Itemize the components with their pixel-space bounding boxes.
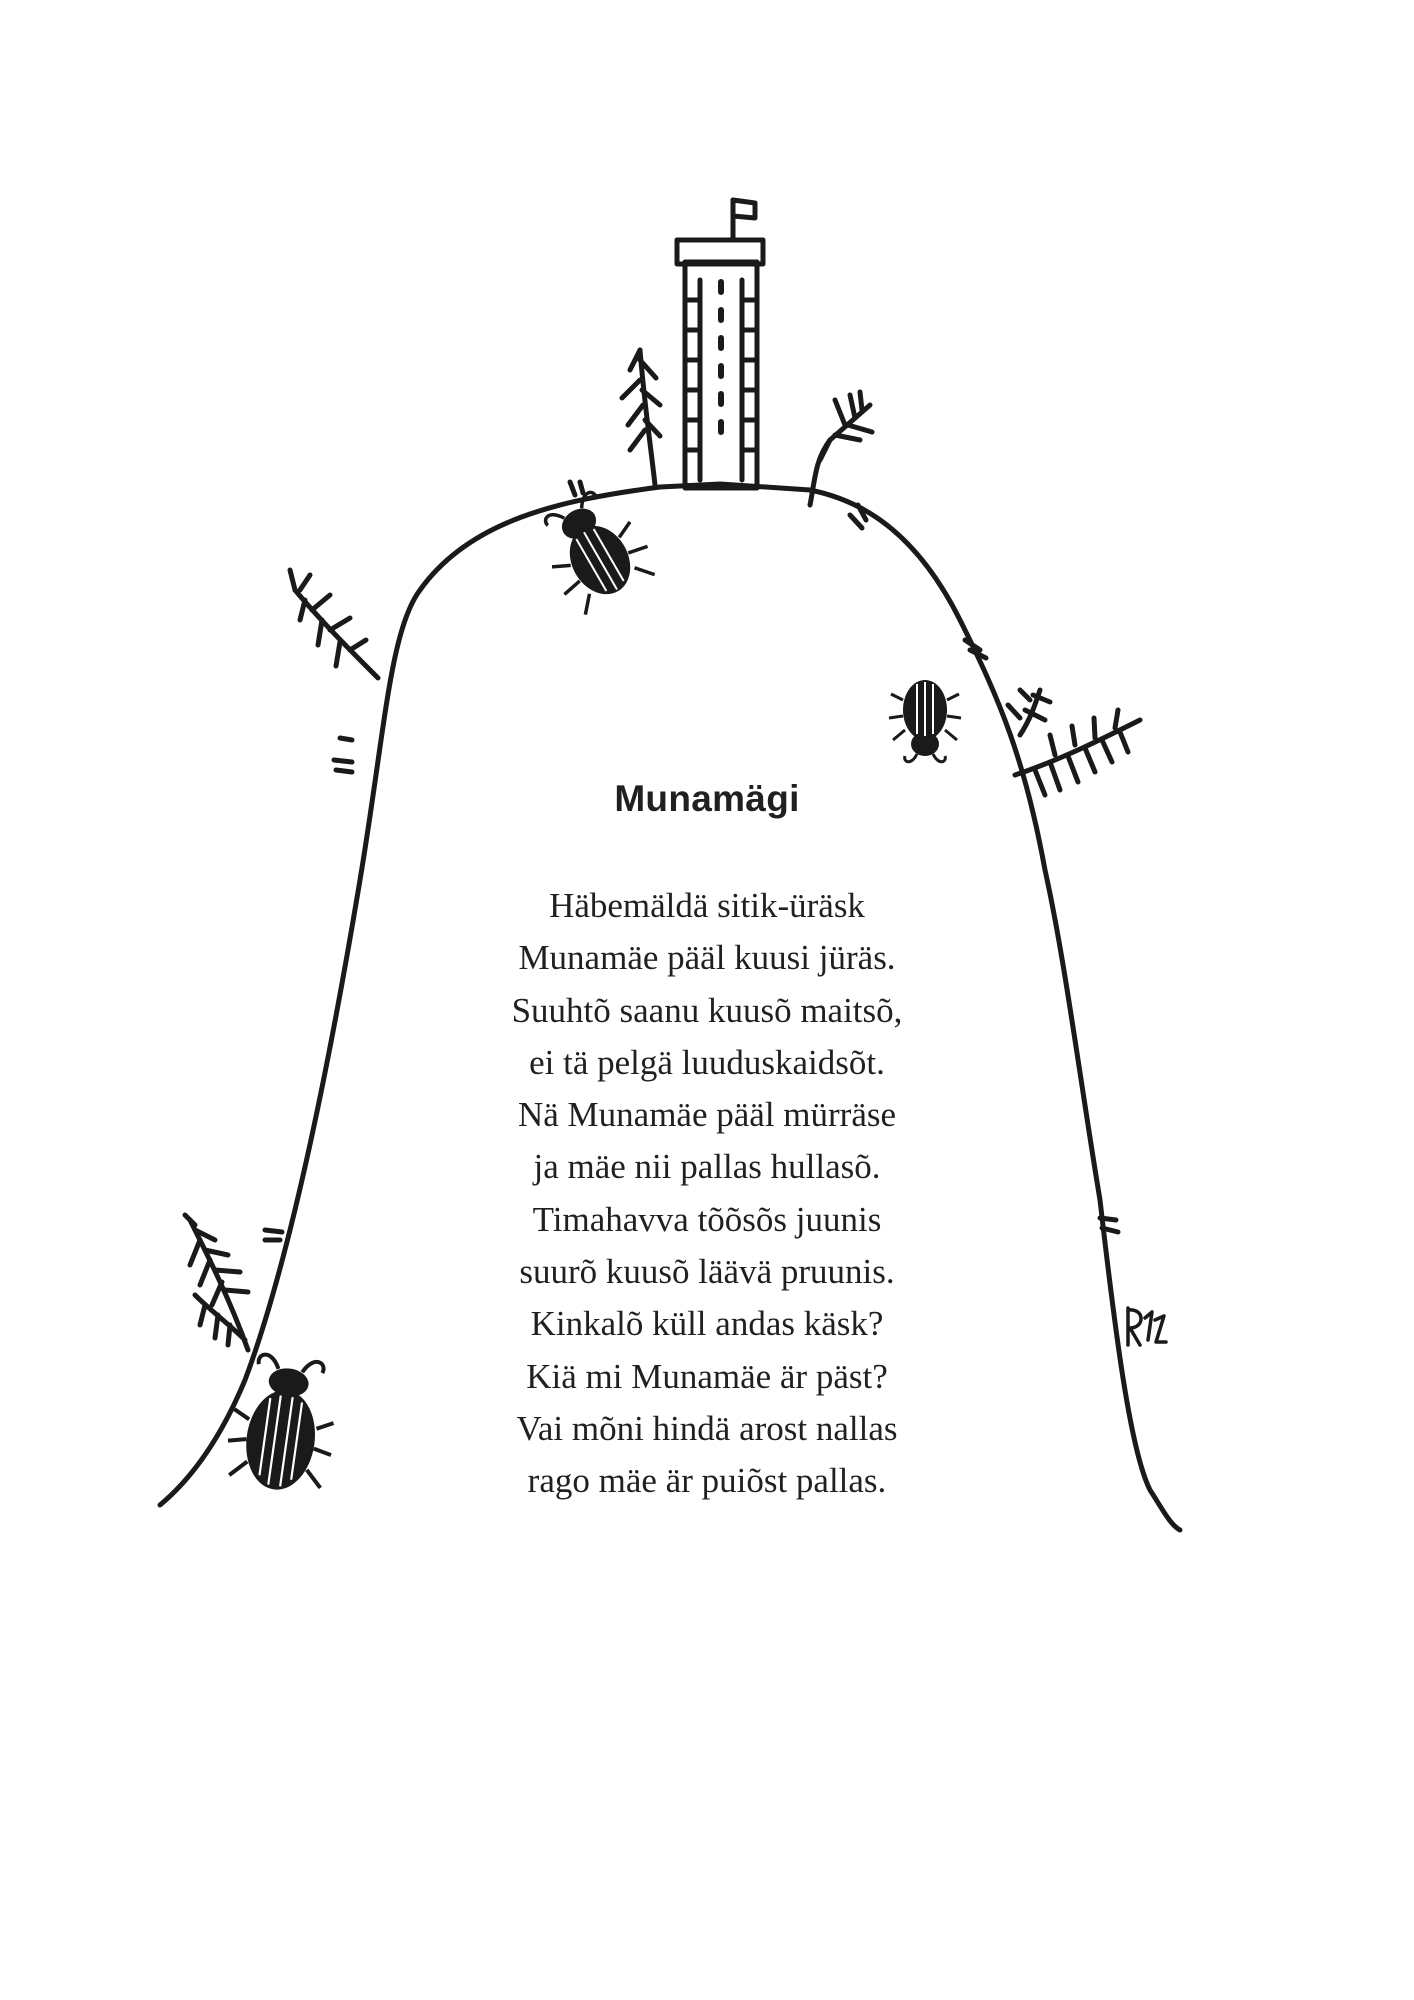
poem-line: ja mäe nii pallas hullasõ.: [533, 1147, 881, 1187]
poem-body: [0, 880, 1414, 1508]
spruce-tree-icon: [622, 350, 660, 485]
flag-icon: [733, 200, 755, 240]
beetle-icon: [889, 680, 961, 762]
poem-line: Vai mõni hindä arost nallas: [516, 1408, 898, 1448]
tower-icon: [677, 240, 763, 488]
poem-line: Häbemäldä sitik-üräsk: [549, 886, 865, 925]
spruce-tree-icon: [290, 570, 378, 678]
poem-line: Kiä mi Munamäe är päst?: [526, 1356, 888, 1396]
grass-tuft-icon: [334, 738, 352, 772]
beetle-icon: [526, 481, 661, 619]
poem-line: Nä Munamäe pääl mürräse: [517, 1095, 897, 1135]
poem-line: suurõ kuusõ läävä pruunis.: [519, 1252, 895, 1292]
poem-line: Timahavva tõõsõs juunis: [532, 1199, 882, 1239]
poem-title: Munamägi: [614, 778, 800, 819]
grass-tuft-icon: [570, 482, 583, 495]
poem-line: rago mäe är puiõst pallas.: [527, 1461, 887, 1501]
poem-line: ei tä pelgä luuduskaidsõt.: [529, 1042, 885, 1082]
poem-line: Suuhtõ saanu kuusõ maitsõ,: [511, 990, 903, 1030]
poem-line: Munamäe pääl kuusi jüräs.: [518, 938, 896, 978]
grass-tuft-icon: [965, 640, 986, 658]
poem-line: Kinkalõ küll andas käsk?: [530, 1304, 884, 1344]
